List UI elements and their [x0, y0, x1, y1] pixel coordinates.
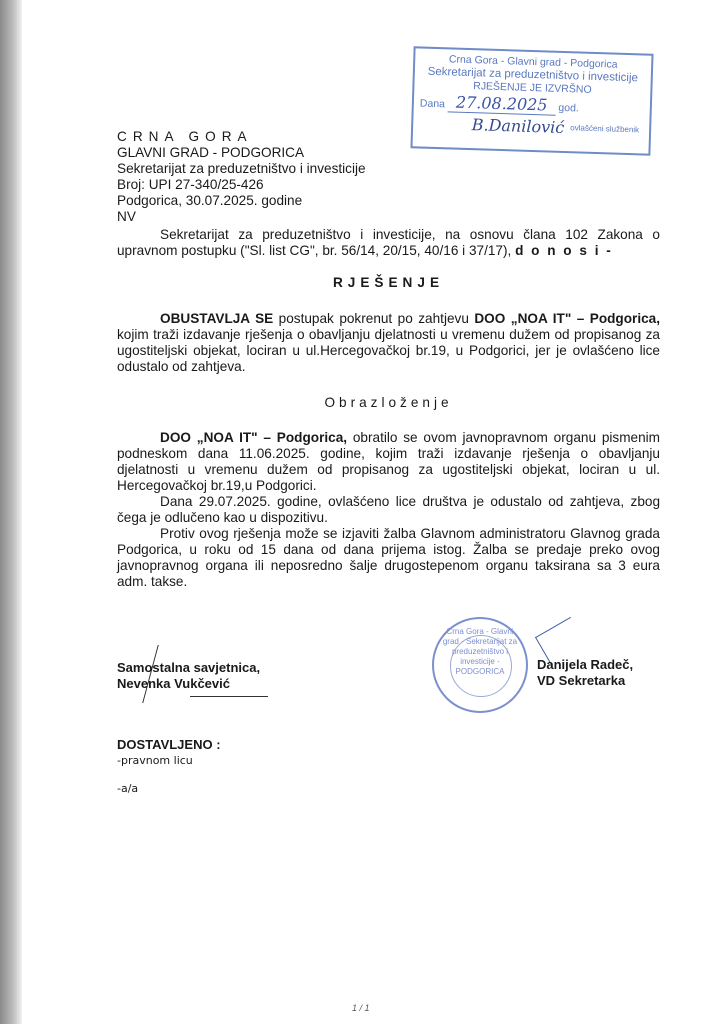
stamp-date-suffix: god.: [558, 101, 579, 115]
executive-stamp: [410, 46, 653, 155]
left-signatory: [117, 660, 260, 692]
decision-title: RJEŠENJE: [332, 275, 445, 290]
delivery-item: -pravnom licu: [117, 754, 193, 767]
decision-paragraph: [117, 311, 660, 375]
official-seal: [432, 617, 528, 713]
right-signatory: [537, 657, 633, 689]
decision-lead: OBUSTAVLJA SE: [160, 311, 274, 326]
decision-text: kojim traži izdavanje rješenja o obavljanju djelatnosti u vremenu dužem od propisanog za ugostiteljski objekat, lociran u ul.Hercegovačkoj br.19, u Podgorici, jer je ovlašćeno lice odustalo od zahtjeva.: [117, 327, 660, 374]
signatory-name: Nevenka Vukčević: [117, 676, 230, 691]
company-name: DOO „NOA IT" – Podgorica,: [160, 430, 348, 445]
page-number: 1 / 1: [352, 1003, 370, 1013]
stamp-date-value: 27.08.2025: [448, 92, 556, 115]
stamp-line: Crna Gora - Glavni grad - Podgorica: [448, 53, 618, 71]
stamp-line: RJEŠENJE JE IZVRŠNO: [473, 80, 592, 96]
company-name: DOO „NOA IT" – Podgorica,: [474, 311, 660, 326]
document-header: [117, 129, 366, 225]
intro-text: Sekretarijat za preduzetništvo i investicije, na osnovu člana 102 Zakona o upravnom postupku ("Sl. list CG", br. 56/14, 20/15, 40/16 i 37/17),: [117, 227, 660, 258]
stamp-date-label: Dana: [419, 97, 446, 111]
case-number: Broj: UPI 27-340/25-426: [117, 177, 264, 192]
signatory-name: Danijela Radeč,: [537, 657, 634, 672]
reasoning-title: Obrazloženje: [324, 395, 453, 410]
stamp-official-label: ovlašćeni službenik: [570, 123, 640, 135]
decision-text: postupak pokrenut po zahtjevu: [273, 311, 475, 326]
seal-text: Crna Gora - Glavni grad - Sekretarijat za preduzetništvo i investicije - PODGORICA: [442, 627, 518, 676]
scan-edge-shadow: [0, 0, 22, 1024]
reasoning-paragraph: obratilo se ovom javnopravnom organu pismenim podneskom dana 11.06.2025. godine, kojim traži izdavanje rješenja o obavljanju djelatnosti u vremenu dužem od propisanog za ugostiteljski objekat, lociran u ul. Hercegovačkoj br.19,u Podgorici.: [117, 430, 660, 493]
initials: NV: [117, 209, 136, 224]
country: CRNA GORA: [117, 129, 253, 144]
city: GLAVNI GRAD - PODGORICA: [117, 145, 305, 160]
delivery-item: -a/a: [117, 782, 139, 795]
signatory-role: VD Sekretarka: [537, 673, 626, 688]
signatory-role: Samostalna savjetnica,: [117, 660, 261, 675]
left-signature-stroke: [190, 696, 268, 697]
delivery-section: [117, 737, 221, 797]
reasoning-paragraph: Dana 29.07.2025. godine, ovlašćeno lice društva je odustalo od zahtjeva, zbog čega je odlučeno kao u dispozitivu.: [117, 494, 660, 525]
reasoning-section: [117, 430, 660, 590]
intro-paragraph: [117, 227, 660, 259]
delivery-title: DOSTAVLJENO :: [117, 737, 221, 752]
department: Sekretarijat za preduzetništvo i investicije: [117, 161, 366, 176]
stamp-line: Sekretarijat za preduzetništvo i investicije: [427, 65, 639, 85]
stamp-signature: B.Danilović: [471, 115, 565, 138]
appeal-paragraph: Protiv ovog rješenja može se izjaviti žalba Glavnom administratoru Glavnog grada Podgorica, u roku od 15 dana od dana prijema istog. Žalba se predaje preko ovog javnopravnog organa ili neposredno šalje drugostepenom organu taksirana sa 3 eura adm. takse.: [117, 526, 660, 589]
intro-verb: d o n o s i -: [515, 243, 613, 258]
document-date: Podgorica, 30.07.2025. godine: [117, 193, 303, 208]
